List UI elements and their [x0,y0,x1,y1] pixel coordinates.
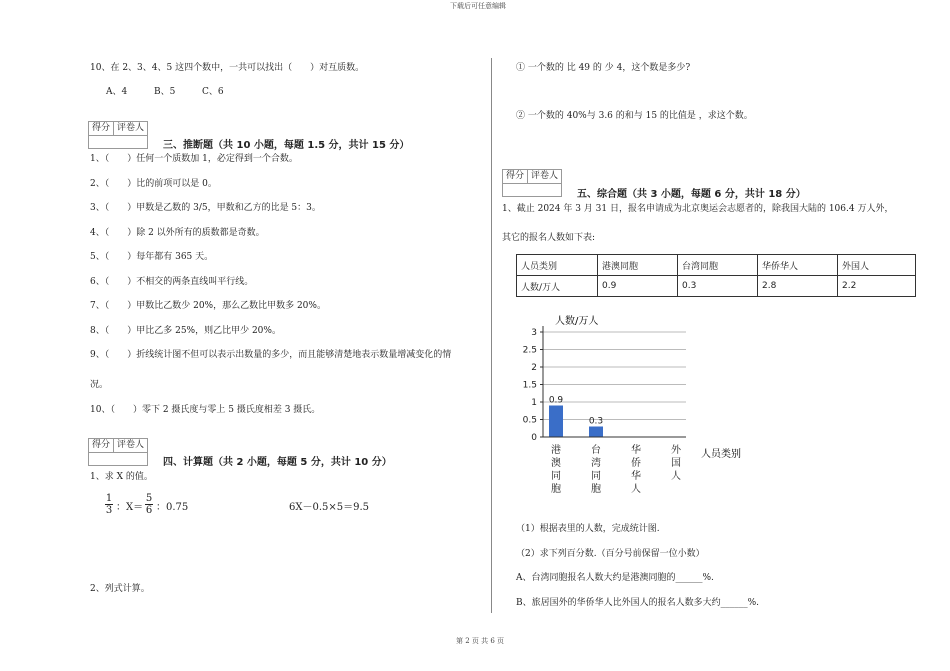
grader-label: 评卷人 [113,439,147,452]
fraction-1-3 [105,493,113,516]
judgment-6: 6、（ ）不相交的两条直线叫平行线。 [90,277,254,287]
question-10: 10、在 2、3、4、5 这四个数中，一共可以找出（ ）对互质数。 [90,63,365,73]
volunteer-table [516,254,916,297]
equation-mid: ：X＝ [116,502,144,513]
x-category-labels [551,443,682,495]
calc-question-1: 1、求 X 的值。 [90,472,153,482]
x-category-char: 港 [551,445,561,456]
x-category-char: 同 [591,471,601,482]
x-category-char: 国 [671,458,681,469]
x-category-char: 澳 [551,458,561,469]
score-label: 得分 [92,440,111,450]
bar-label: 0.9 [548,395,564,406]
table-cell: 外国人 [838,255,916,276]
table-cell: 2.8 [758,276,838,297]
table-cell: 0.3 [678,276,758,297]
x-category-char: 湾 [591,458,601,469]
y-tick-label: 1 [531,398,537,408]
judgment-3: 3、（ ）甲数是乙数的 3/5，甲数和乙方的比是 5：3。 [90,203,321,213]
table-cell: 0.9 [598,276,678,297]
x-category-char: 外 [671,445,681,456]
column-divider [491,58,492,613]
x-category-char: 胞 [551,484,561,495]
judgment-10: 10、（ ）零下 2 摄氏度与零上 5 摄氏度相差 3 摄氏。 [90,405,321,415]
judgment-4: 4、（ ）除 2 以外所有的质数都是奇数。 [90,228,265,238]
section-4-title: 四、计算题（共 2 小题，每题 5 分，共计 10 分） [163,457,392,468]
option-c: C、6 [202,87,224,97]
y-tick-label: 2.5 [522,345,537,356]
question-part-1: （1）根据表里的人数，完成统计图. [516,524,660,534]
score-label: 得分 [506,171,525,181]
equation-2: 6X－0.5×5＝9.5 [289,502,370,513]
x-category-char: 人 [671,471,681,482]
y-tick-label: 2 [531,363,537,373]
score-box [88,121,148,149]
table-row [517,276,916,297]
judgment-2: 2、（ ）比的前项可以是 0。 [90,179,217,189]
question-a: A、台湾同胞报名人数大约是港澳同胞的______%. [516,573,714,583]
table-cell: 2.2 [838,276,916,297]
table-cell: 台湾同胞 [678,255,758,276]
x-category-char: 同 [551,471,561,482]
y-tick-label: 1.5 [522,380,537,391]
score-box [88,438,148,466]
item-2: ② 一个数的 40%与 3.6 的和与 15 的比值是 ，求这个数。 [516,111,753,121]
table-cell: 华侨华人 [758,255,838,276]
option-b: B、5 [154,87,176,97]
table-cell: 人员类别 [517,255,598,276]
header-note: 下载后可任意编辑 [450,2,506,10]
table-header-row [517,255,916,276]
item-1: ① 一个数的 比 49 的 少 4，这个数是多少? [516,63,691,73]
x-category-char: 胞 [591,484,601,495]
score-box [502,169,562,197]
judgment-9-cont: 况。 [90,380,109,390]
x-category-char: 侨 [631,458,641,469]
intro-line-1: 1、截止 2024 年 3 月 31 日，报名申请成为北京奥运会志愿者的，除我国大陆的 106.4 万人外， [502,204,894,214]
y-tick-label: 0 [531,433,537,443]
bar-1 [549,406,563,438]
section-3-title: 三、推断题（共 10 小题，每题 1.5 分，共计 15 分） [163,140,410,151]
calc-question-2: 2、列式计算。 [90,584,150,594]
question-b: B、旅居国外的华侨华人比外国人的报名人数多大约______%. [516,598,760,608]
fraction-5-6 [145,493,153,516]
bar-2 [589,427,603,438]
numerator: 5 [145,493,153,504]
y-tick-label: 3 [531,328,537,338]
judgment-1: 1、（ ）任何一个质数加 1，必定得到一个合数。 [90,154,298,164]
section-5-title: 五、综合题（共 3 小题，每题 6 分，共计 18 分） [577,189,806,200]
x-category-char: 华 [631,471,641,482]
x-category-char: 华 [631,445,641,456]
grader-label: 评卷人 [527,170,561,183]
denominator: 3 [105,505,113,516]
intro-line-2: 其它的报名人数如下表: [502,233,596,243]
question-part-2: （2）求下列百分数.（百分号前保留一位小数） [516,549,705,559]
x-category-char: 台 [591,445,601,456]
y-tick-label: 0.5 [522,415,537,426]
denominator: 6 [145,505,153,516]
option-a: A、4 [106,87,128,97]
judgment-9: 9、（ ）折线统计图不但可以表示出数量的多少，而且能够清楚地表示数量增减变化的情 [90,350,452,360]
numerator: 1 [105,493,113,504]
table-cell: 人数/万人 [517,276,598,297]
page-footer: 第 2 页 共 6 页 [456,637,505,645]
x-category-char: 人 [631,484,641,495]
judgment-7: 7、（ ）甲数比乙数少 20%，那么乙数比甲数多 20%。 [90,301,326,311]
grader-label: 评卷人 [113,122,147,135]
y-tick-labels [523,328,538,443]
equation-tail: ：0.75 [156,502,189,513]
y-axis-label: 人数/万人 [555,316,599,327]
bar-label: 0.3 [588,416,604,427]
x-axis-label: 人员类别 [701,449,741,460]
score-label: 得分 [92,123,111,133]
judgment-8: 8、（ ）甲比乙多 25%，则乙比甲少 20%。 [90,326,281,336]
judgment-5: 5、（ ）每年都有 365 天。 [90,252,214,262]
table-cell: 港澳同胞 [598,255,678,276]
bar-chart [510,305,770,505]
